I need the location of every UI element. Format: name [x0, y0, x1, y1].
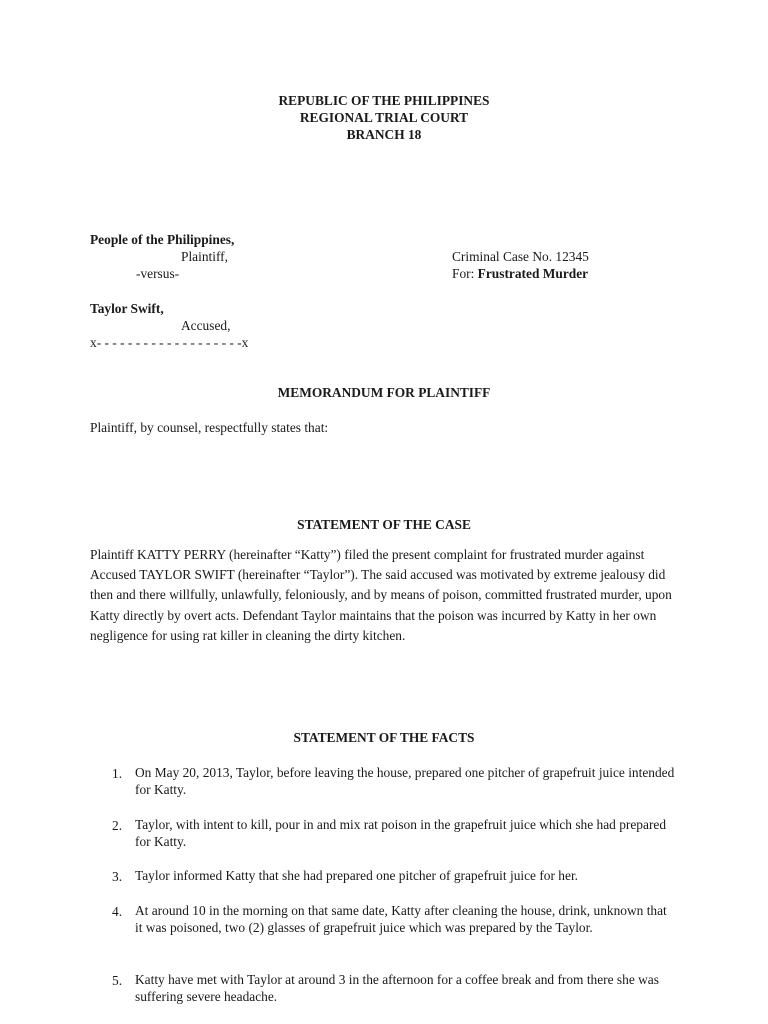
list-item-number: 1. — [112, 766, 123, 781]
plaintiff-role: Plaintiff, — [181, 249, 228, 264]
versus-label: -versus- — [136, 266, 180, 281]
caption-separator: x- - - - - - - - - - - - - - - - - - -x — [90, 335, 249, 350]
list-item-number: 3. — [112, 869, 123, 884]
list-item-number: 4. — [112, 904, 123, 919]
case-offense — [452, 265, 588, 282]
court-header-branch: BRANCH 18 — [346, 127, 422, 142]
list-item-number: 5. — [112, 973, 123, 988]
memo-title: MEMORANDUM FOR PLAINTIFF — [277, 385, 491, 400]
accused-name: Taylor Swift, — [90, 301, 164, 316]
list-item-text: Katty have met with Taylor at around 3 in the afternoon for a coffee break and from there she was suffering severe headache. — [135, 972, 659, 1004]
list-item-number: 2. — [112, 818, 123, 833]
list-item-text: On May 20, 2013, Taylor, before leaving the house, prepared one pitcher of grapefruit juice intended for Katty. — [135, 765, 675, 797]
offense-value: Frustrated Murder — [477, 266, 589, 281]
intro-line: Plaintiff, by counsel, respectfully states that: — [90, 420, 329, 435]
list-item-text: At around 10 in the morning on that same date, Katty after cleaning the house, drink, unknown that it was poisoned, two (2) glasses of grapefruit juice which was prepared by the Taylor. — [135, 903, 667, 935]
case-number: Criminal Case No. 12345 — [452, 249, 589, 264]
statement-of-facts-heading: STATEMENT OF THE FACTS — [293, 730, 475, 745]
plaintiff-name: People of the Philippines, — [90, 232, 235, 247]
accused-role: Accused, — [181, 318, 231, 333]
court-header-republic: REPUBLIC OF THE PHILIPPINES — [278, 93, 490, 108]
list-item-text: Taylor informed Katty that she had prepared one pitcher of grapefruit juice for her. — [135, 868, 579, 883]
statement-of-case-heading: STATEMENT OF THE CASE — [297, 517, 471, 532]
for-label: For: — [452, 266, 478, 281]
statement-of-case-body: Plaintiff KATTY PERRY (hereinafter “Katty”) filed the present complaint for frustrated murder against Accused TAYLOR SWIFT (hereinafter “Taylor”). The said accused was motivated by extreme jealousy did then and there willfully, unlawfully, feloniously, and by means of poison, committed frustrated murder, upon Katty directly by overt acts. Defendant Taylor maintains that the poison was incurred by Katty in her own negligence for using rat killer in cleaning the dirty kitchen. — [90, 547, 672, 643]
court-header-rtc: REGIONAL TRIAL COURT — [299, 110, 469, 125]
list-item-text: Taylor, with intent to kill, pour in and mix rat poison in the grapefruit juice which she had prepared for Katty. — [135, 817, 667, 849]
